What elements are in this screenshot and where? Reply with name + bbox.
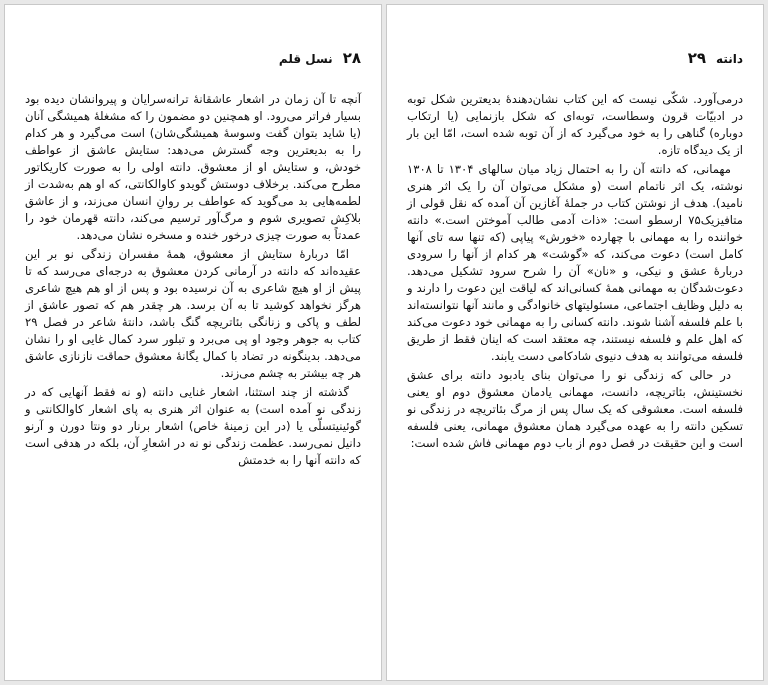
right-page	[386, 4, 764, 681]
left-page	[4, 4, 382, 681]
left-page-header	[279, 49, 361, 67]
left-page-body	[25, 91, 361, 471]
running-title: نسل قلم	[278, 52, 333, 66]
paragraph: درمی‌آورد. شکّی نیست که این کتاب نشان‌دهندهٔ بدیعترین شکل توبه در ادبیّات قرون وسطاست، توبه‌ای که شکل بازنمایی (یا ارتکاب دوباره) گناهی را به خود می‌گیرد که از آن توبه شده است، امّا این بار از یک دیدگاه تازه.	[407, 92, 743, 157]
page-number: ۲۸	[342, 49, 361, 67]
page-number: ۲۹	[687, 49, 707, 67]
running-title: دانته	[716, 52, 743, 66]
right-page-body	[407, 91, 743, 454]
paragraph: امّا دربارهٔ ستایش از معشوق، همهٔ مفسران زندگی نو بر این عقیده‌اند که دانته در آرمانی کردن معشوق به درجه‌ای می‌رسد که تا پیش از او هیچ شاعری به آن نرسیده بود و پس از او هم هیچ شاعری هرگز نخواهد کوشید تا به آن برسد. هر چقدر هم که تصور عاشق از لطف و پاکی و زنانگی بئاتریچه گنگ باشد، دانتهٔ شاعر در فصل ۲۹ کتاب به جوهر وجود او پی می‌برد و تبلور سرد کمال غایی او را نشان می‌دهد. بدینگونه در تضاد با کمال یگانهٔ معشوق حماقت نازنازی عاشق هر چه بیشتر به چشم می‌زند.	[25, 247, 361, 380]
paragraph: گذشته از چند استثنا، اشعار غنایی دانته (و نه فقط آنهایی که در زندگی نو آمده است) به عنوان اثر هنری به پای اشعار کاوالکانتی و گوئینیتسلّی یا (در این زمینهٔ خاص) اشعار برنار دو ونتا دورن و آرنو دانیل نمی‌رسد. عظمت زندگی نو نه در اشعارِ آن، بلکه در هدفی است که دانته آنها را به خدمتش	[25, 385, 361, 467]
right-page-header	[688, 49, 743, 67]
paragraph: آنچه تا آن زمان در اشعار عاشقانهٔ ترانه‌سرایان و پیروانشان دیده بود بسیار فراتر می‌رود. او همچنین دو مضمون را که مشغلهٔ همیشگی آنان (یا شاید بتوان گفت وسوسهٔ همیشگی‌شان) است می‌گیرد و هر کدام را به بدیعترین وجه گسترش می‌دهد: ستایش عاشق از عواطف خودش، و ستایش او از معشوق. دانته اولی را به صورت کاریکاتور مطرح می‌کند. برخلاف دوستش گویدو کاوالکانتی، که او هم به‌شدت از لطمه‌هایی بد می‌گوید که عواطف بر روانِ انسان می‌زند، و از عاشق بلاکِش تصویری شوم و مرگ‌آور ترسیم می‌کند، دانته قهرمان خود را عمدتاً به صورت چیزی درخور خنده و مسخره نشان می‌دهد.	[25, 92, 361, 242]
paragraph: در حالی که زندگی نو را می‌توان بنای یادبود دانته برای عشق نخستینش، بئاتریچه، دانست، مهمانی یادمان معشوق دوم او یعنی فلسفه است. معشوقی که یک سال پس از مرگ بئاتریچه در زندگی نو تسکین دانته را به عهده می‌گیرد همان معشوق مهمانی، یعنی فلسفه است و این حقیقت در فصل دوم از باب دوم مهمانی فاش شده است:	[407, 368, 743, 450]
paragraph: مهمانی، که دانته آن را به احتمال زیاد میان سالهای ۱۳۰۴ تا ۱۳۰۸ نوشته، یک اثر ناتمام است (و مشکل می‌توان آن را یک اثر هنری نامید). هدف از نوشتن کتاب در جملهٔ آغازین آن آمده که نقل قولی از متافیزیک۷۵ ارسطو است: «ذات آدمی طالب آموختن است.» دانته خواننده را به مهمانی با چهارده «خورش» پیاپی (که تنها سه تای آنها کامل است) دعوت می‌کند، که «گوشت» هر کدام از آنها را سرودی دربارهٔ عشق و نیکی، و «نان» آن را شرح سرود تشکیل می‌دهد. دعوت‌شدگان به مهمانی همهٔ کسانی‌اند که لیاقت این دعوت را دارند و به دلیل وظایف اجتماعی، مسئولیتهای خانوادگی و مانند آنها نتوانسته‌اند با علم فلسفه آشنا شوند. دانته کسانی را به مهمانی خود دعوت می‌کند که اهل علم و فلسفه نیستند، چه معتقد است که اینان فقط از طریق فلسفه می‌توانند به هدف دنیوی شادکامی دست یابند.	[407, 162, 743, 363]
